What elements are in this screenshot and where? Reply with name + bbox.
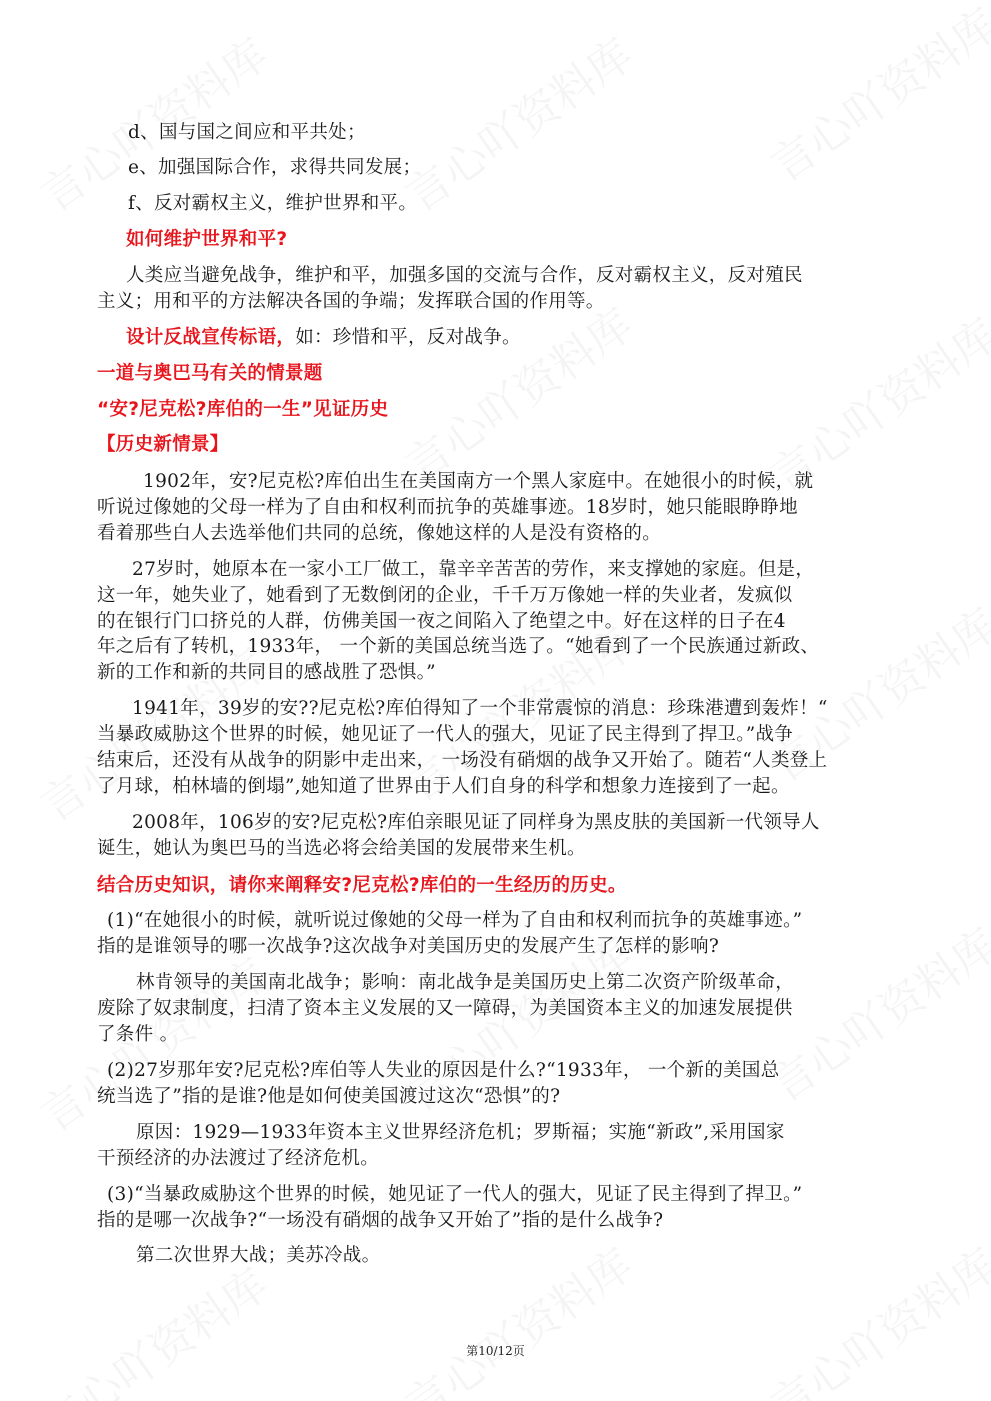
paragraph-line: 诞生，她认为奥巴马的当选必将会给美国的发展带来生机。	[97, 838, 586, 859]
watermark	[391, 1230, 644, 1401]
page-number: 第10/12页	[466, 1344, 525, 1358]
paragraph-line: 了月球，柏林墙的倒塌”,她知道了世界由于人们自身的科学和想象力连接到了一起。	[97, 776, 790, 797]
paragraph-line: 指的是哪一次战争?“一场没有硝烟的战争又开始了”指的是什么战争?	[97, 1210, 664, 1231]
watermark	[756, 1230, 991, 1401]
paragraph-line: 27岁时，她原本在一家小工厂做工，靠辛辛苦苦的劳作，来支撑她的家庭。但是，	[132, 559, 815, 580]
watermark	[756, 0, 991, 194]
paragraph-line: 年之后有了转机，1933年， 一个新的美国总统当选了。“她看到了一个民族通过新政、	[97, 636, 820, 657]
paragraph-line: e、加强国际合作，求得共同发展；	[128, 157, 422, 178]
watermark	[391, 290, 644, 494]
paragraph-line: 1902年，安?尼克松?库伯出生在美国南方一个黑人家庭中。在她很小的时候，就	[143, 471, 814, 492]
paragraph-line: 当暴政威胁这个世界的时候，她见证了一代人的强大，见证了民主得到了捍卫。”战争	[97, 724, 794, 745]
paragraph-text: 如：珍惜和平，反对战争。	[295, 327, 521, 348]
paragraph-line: 统当选了”指的是谁?他是如何使美国渡过这次“恐惧”的?	[97, 1086, 561, 1107]
paragraph-line: 废除了奴隶制度，扫清了资本主义发展的又一障碍，为美国资本主义的加速发展提供	[97, 998, 793, 1019]
section-heading: 一道与奥巴马有关的情景题	[97, 363, 323, 384]
highlight-heading: 设计反战宣传标语，	[126, 327, 296, 348]
paragraph-line: 听说过像她的父母一样为了自由和权利而抗争的英雄事迹。18岁时，她只能眼睁睁地	[97, 497, 798, 518]
watermark	[391, 20, 644, 224]
paragraph-line: 结束后，还没有从战争的阴影中走出来， 一场没有硝烟的战争又开始了。随若“人类登上	[97, 750, 828, 771]
section-heading: “安?尼克松?库伯的一生”见证历史	[97, 399, 389, 420]
paragraph-line: 主义；用和平的方法解决各国的争端；发挥联合国的作用等。	[97, 291, 605, 312]
paragraph-line: 第二次世界大战；美苏冷战。	[136, 1245, 381, 1266]
paragraph-line	[126, 325, 521, 351]
paragraph-line: 这一年，她失业了，她看到了无数倒闭的企业，千千万万像她一样的失业者，发疯似	[97, 585, 793, 606]
paragraph-line: 林肯领导的美国南北战争；影响：南北战争是美国历史上第二次资产阶级革命，	[136, 972, 795, 993]
paragraph-line: 新的工作和新的共同目的感战胜了恐惧。”	[97, 662, 436, 683]
section-heading: 【历史新情景】	[97, 434, 229, 455]
section-heading: 结合历史知识，请你来阐释安?尼克松?库伯的一生经历的历史。	[97, 875, 627, 896]
paragraph-line: d、国与国之间应和平共处；	[128, 122, 366, 143]
paragraph-line: 2008年，106岁的安?尼克松?库伯亲眼见证了同样身为黑皮肤的美国新一代领导人	[132, 812, 820, 833]
paragraph-line: f、反对霸权主义，维护世界和平。	[128, 193, 418, 214]
paragraph-line: 干预经济的办法渡过了经济危机。	[97, 1148, 380, 1169]
watermark	[26, 1250, 279, 1401]
paragraph-line: 了条件 。	[97, 1024, 179, 1045]
paragraph-line: (1)“在她很小的时候，就听说过像她的父母一样为了自由和权利而抗争的英雄事迹。”	[107, 910, 803, 931]
paragraph-line: 指的是谁领导的哪一次战争?这次战争对美国历史的发展产生了怎样的影响?	[97, 936, 720, 957]
paragraph-line: (3)“当暴政威胁这个世界的时候，她见证了一代人的强大，见证了民主得到了捍卫。”	[107, 1184, 803, 1205]
paragraph-line: 人类应当避免战争，维护和平，加强多国的交流与合作，反对霸权主义，反对殖民	[126, 265, 803, 286]
paragraph-line: (2)27岁那年安?尼克松?库伯等人失业的原因是什么?“1933年， 一个新的美国总	[107, 1060, 780, 1081]
paragraph-line: 看着那些白人去选举他们共同的总统，像她这样的人是没有资格的。	[97, 523, 662, 544]
paragraph-line: 的在银行门口挤兑的人群，仿佛美国一夜之间陷入了绝望之中。好在这样的日子在4	[97, 611, 786, 632]
section-heading: 如何维护世界和平?	[126, 229, 288, 250]
paragraph-line: 原因：1929—1933年资本主义世界经济危机；罗斯福；实施“新政”,采用国家	[136, 1122, 785, 1143]
paragraph-line: 1941年，39岁的安??尼克松?库伯得知了一个非常震惊的消息：珍珠港遭到轰炸！“	[132, 698, 828, 719]
